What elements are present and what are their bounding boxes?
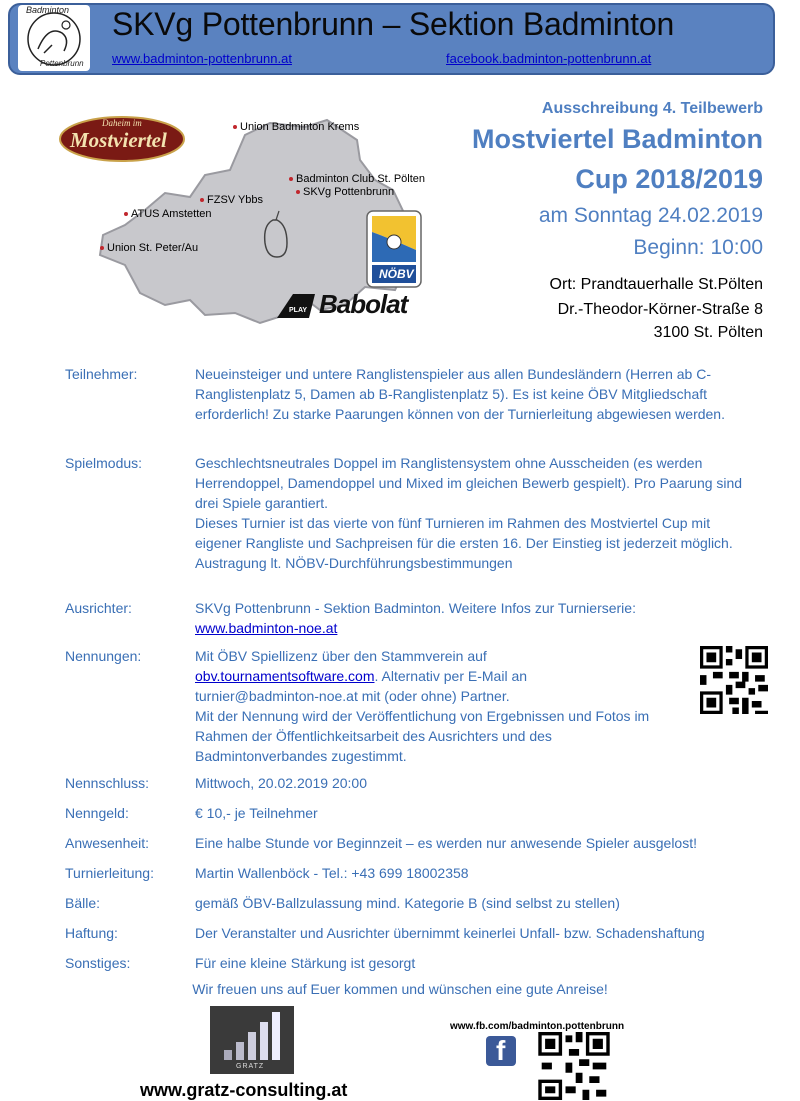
- nennungen-line-2: [195, 666, 685, 686]
- town-krems: [233, 121, 359, 133]
- tournamentsoftware-link[interactable]: obv.tournamentsoftware.com: [195, 668, 375, 684]
- club-logo-top-text: Badminton: [26, 5, 70, 15]
- haftung-text: Der Veranstalter und Ausrichter übernimmt keinerlei Unfall- bzw. Schadenshaftung: [195, 925, 705, 941]
- location-dot-icon: [100, 246, 104, 250]
- town-amstetten: [124, 208, 212, 220]
- turnierleitung-label: Turnierleitung:: [65, 865, 154, 881]
- gratz-url-link[interactable]: www.gratz-consulting.at: [140, 1080, 348, 1100]
- nenngeld-text: € 10,- je Teilnehmer: [195, 805, 318, 821]
- spielmodus-block: [195, 453, 755, 573]
- event-begin: Beginn: 10:00: [633, 236, 763, 259]
- mostviertel-logo-main: Mostviertel: [70, 128, 167, 152]
- gratz-logo: [210, 1006, 294, 1074]
- baelle-text: gemäß ÖBV-Ballzulassung mind. Kategorie B (sind selbst zu stellen): [195, 895, 620, 911]
- babolat-play-label: PLAY: [289, 307, 308, 314]
- location-dot-icon: [233, 125, 237, 129]
- club-logo-bottom-text: Pottenbrunn: [40, 59, 84, 68]
- header-title: SKVg Pottenbrunn – Sektion Badminton: [112, 6, 675, 42]
- facebook-link[interactable]: facebook.badminton-pottenbrunn.at: [446, 51, 652, 66]
- town-label: Union St. Peter/Au: [107, 242, 199, 254]
- closing-message: Wir freuen uns auf Euer kommen und wünschen eine gute Anreise!: [192, 981, 608, 997]
- mostviertel-logo-top: Daheim im: [102, 118, 142, 128]
- town-bc-st-poelten: [289, 173, 425, 185]
- event-date: am Sonntag 24.02.2019: [538, 204, 763, 227]
- nennungen-label: Nennungen:: [65, 648, 142, 664]
- mostviertel-logo: [58, 115, 186, 163]
- nennschluss-text: Mittwoch, 20.02.2019 20:00: [195, 775, 368, 791]
- nennungen-text-3: turnier@badminton-noe.at mit (oder ohne) Partner.: [195, 688, 510, 704]
- noebv-label: NÖBV: [379, 267, 414, 281]
- badminton-noe-link[interactable]: www.badminton-noe.at: [195, 620, 338, 636]
- anwesenheit-text: Eine halbe Stunde vor Beginnzeit – es werden nur anwesende Spieler ausgelost!: [195, 835, 697, 851]
- ausrichter-label: Ausrichter:: [65, 600, 132, 616]
- nennschluss-label: Nennschluss:: [65, 775, 150, 791]
- event-title-line2: Cup 2018/2019: [575, 164, 763, 194]
- spielmodus-label: Spielmodus:: [65, 455, 143, 471]
- babolat-logo: [275, 290, 435, 320]
- town-label: Badminton Club St. Pölten: [296, 173, 426, 185]
- sonstiges-text: Für eine kleine Stärkung ist gesorgt: [195, 955, 416, 971]
- babolat-label: Babolat: [319, 289, 408, 319]
- teilnehmer-text: Neueinsteiger und untere Ranglistenspieler aus allen Bundesländern (Herren ab C-Ranglistenplatz 5, Damen ab B-Ranglistenplatz 5). Es ist keine ÖBV Mitgliedschaft erforderlich! Zu starke Paarungen können von der Turnierleitung abgewiesen werden.: [195, 366, 725, 422]
- spielmodus-text-1: Geschlechtsneutrales Doppel im Ranglistensystem ohne Ausscheiden (es werden Herrendoppel, Damendoppel und Mixed im gleichen Bewerb gespielt). Pro Paarung sind drei Spiele garantiert.: [195, 455, 743, 511]
- turnierleitung-text: Martin Wallenböck - Tel.: +43 699 18002358: [195, 865, 469, 881]
- town-label: FZSV Ybbs: [207, 194, 264, 206]
- event-title-line1: Mostviertel Badminton: [471, 124, 763, 154]
- teilnehmer-label: Teilnehmer:: [65, 366, 138, 382]
- location-dot-icon: [296, 190, 300, 194]
- town-label: SKVg Pottenbrunn: [303, 186, 395, 198]
- noebv-logo: [366, 210, 422, 288]
- town-pottenbrunn: [296, 186, 394, 198]
- address-street: Dr.-Theodor-Körner-Straße 8: [557, 301, 763, 318]
- nennungen-block: [195, 646, 685, 766]
- town-label: ATUS Amstetten: [131, 208, 212, 220]
- town-st-peter-au: [100, 242, 198, 254]
- spielmodus-text-2: Dieses Turnier ist das vierte von fünf Turnieren im Rahmen des Mostviertel Cup mit eigener Rangliste und Sachpreisen für die ersten 16. Der Einstieg ist jederzeit möglich.: [195, 515, 733, 551]
- baelle-label: Bälle:: [65, 895, 101, 911]
- location-dot-icon: [124, 212, 128, 216]
- gratz-logo-text: GRATZ: [236, 1063, 265, 1070]
- website-link[interactable]: www.badminton-pottenbrunn.at: [112, 51, 292, 66]
- qr-code-icon: [538, 1032, 610, 1100]
- ausrichter-block: [195, 598, 755, 638]
- town-label: Union Badminton Krems: [240, 121, 360, 133]
- event-subtitle: Ausschreibung 4. Teilbewerb: [541, 100, 763, 117]
- address-city: 3100 St. Pölten: [653, 324, 763, 341]
- nennungen-text-1: Mit ÖBV Spiellizenz über den Stammverein auf: [195, 648, 487, 664]
- anwesenheit-label: Anwesenheit:: [65, 835, 150, 851]
- town-ybbs: [200, 194, 263, 206]
- facebook-icon[interactable]: f: [486, 1036, 516, 1066]
- nennungen-text-2: . Alternativ per E-Mail an: [374, 668, 528, 684]
- ausrichter-text: SKVg Pottenbrunn - Sektion Badminton. Weitere Infos zur Turnierserie:: [195, 600, 636, 616]
- spielmodus-text-3: Austragung lt. NÖBV-Durchführungsbestimmungen: [195, 555, 513, 571]
- sonstiges-label: Sonstiges:: [65, 955, 131, 971]
- club-logo: [18, 5, 90, 71]
- fb-url: www.fb.com/badminton.pottenbrunn: [450, 1021, 625, 1032]
- nennungen-text-4: Mit der Nennung wird der Veröffentlichung von Ergebnissen und Fotos im Rahmen der Öffentlichkeitsarbeit des Ausrichters und des Badmintonverbandes zugestimmt.: [195, 708, 650, 764]
- haftung-label: Haftung:: [65, 925, 118, 941]
- address-venue: Ort: Prandtauerhalle St.Pölten: [549, 276, 763, 293]
- nenngeld-label: Nenngeld:: [65, 805, 129, 821]
- qr-code-icon: [700, 646, 768, 714]
- location-dot-icon: [289, 177, 293, 181]
- location-dot-icon: [200, 198, 204, 202]
